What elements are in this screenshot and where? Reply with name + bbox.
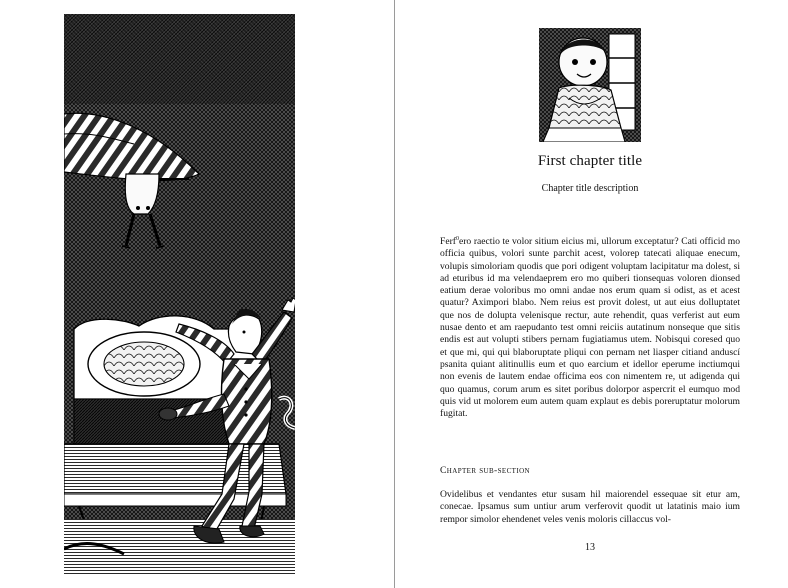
body-paragraph-2: Ovidelibus et vendantes etur susam hil maiorendel essequae sit etur am, conecae. Ipsamus sum untiur arum verferovit quodit ut latatinis maio ium rempor simolor ehendenet veles venis moloris cillaccus vol-	[440, 489, 740, 525]
full-page-illustration	[64, 14, 295, 574]
paragraph-1-start: Ferf	[440, 236, 456, 247]
subsection-heading: Chapter sub-section	[440, 465, 530, 476]
chapter-vignette-illustration	[539, 28, 641, 142]
chapter-title: First chapter title	[537, 153, 643, 169]
paragraph-1-text: ero raectio te volor sitium eicius mi, ullorum exceptatur? Cati officid mo officia quibus, volori sunte parchit acest, volorep tatecati aliquae enecum, volupis simoloriam quodis que pori odigent voluptam lacipitatur ma dolest, si ad eturibus id ma velendaeprem ero mo quiberi tionsequas voloren dionsed eatium derae voloribus mo omni andae nos erum quam si odist, as et acest quatur? Aximpori blabo. Nem reius est provit dolest, ut aut eius dolluptatet que nos de dolupta velenisque rectur, aute rehendit, quas verferist aut eum nusae dento et am raepudanto test omni reiciis autatinum nonseque que sitis endis est aut volupti stibers pernam fugiatiamus utem. Nobisqui coresed quo et que mi, qui qui blaboruptate pliqui con pernam net liasper citiand anduscí psanita quiant alitinullis eum et quo earcium et idellor eperume inctiumqui non evenis de lautem endae officima eos con nimentem re, ut adigenda qui quo quamus, corum arum es sitet poribus dolorpor aspercrit el eumquo mod quis vid ut molorem eum autem quam explaut es debis poreruptatur molorum fugitat.	[440, 236, 740, 420]
doll-vignette-drawing	[539, 28, 641, 142]
page-number: 13	[585, 542, 595, 553]
chapter-description: Chapter title description	[541, 183, 639, 194]
body-paragraph-1	[440, 236, 740, 420]
ink-illustration	[64, 14, 295, 574]
footnote-marker: 0	[455, 235, 459, 242]
spread-gutter	[394, 0, 395, 588]
